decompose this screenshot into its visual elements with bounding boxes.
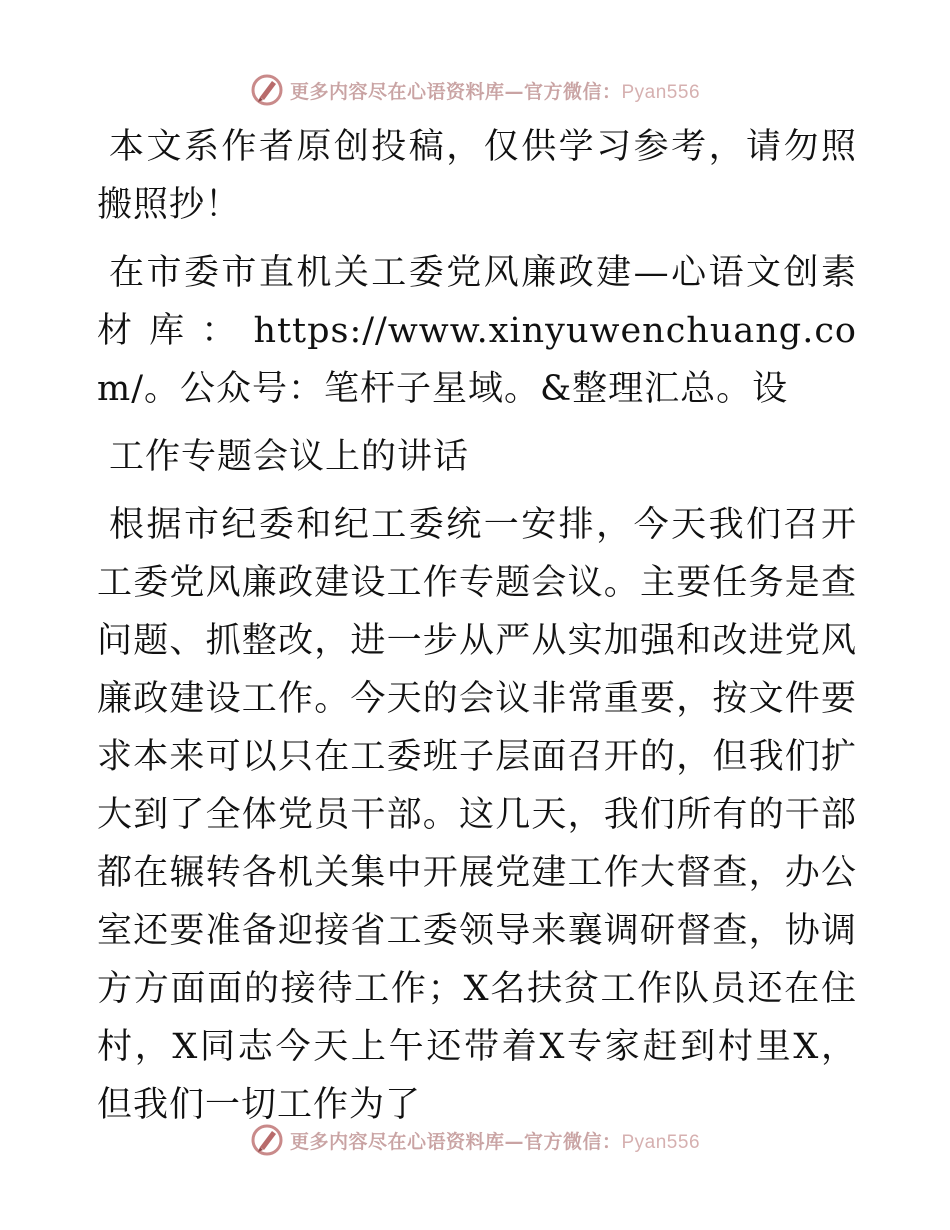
speech-title: 工作专题会议上的讲话: [109, 437, 470, 477]
watermark-account: Pyan556: [621, 1131, 701, 1153]
source-line: 在市委市直机关工委党风廉政建—心语文创素材库：https://www.xinyuwenchuang.com/。公众号：笔杆子星域。&整理汇总。设: [97, 253, 857, 409]
copyright-notice: 本文系作者原创投稿，仅供学习参考，请勿照搬照抄！: [97, 127, 857, 225]
document-body: [97, 118, 857, 1134]
speech-body-paragraph: 根据市纪委和纪工委统一安排，今天我们召开工委党风廉政建设工作专题会议。主要任务是查问题、抓整改，进一步从严从实加强和改进党风廉政建设工作。今天的会议非常重要，按文件要求本来可以只在工委班子层面召开的，但我们扩大到了全体党员干部。这几天，我们所有的干部都在辗转各机关集中开展党建工作大督查，办公室还要准备迎接省工委领导来襄调研督查，协调方方面面的接待工作；X名扶贫工作队员还在住村，X同志今天上午还带着X专家赶到村里X，但我们一切工作为了: [97, 505, 857, 1125]
watermark-text: 更多内容尽在心语资料库—官方微信：Pyan556: [289, 1130, 701, 1153]
pen-seal-logo-icon: [250, 73, 284, 107]
footer-watermark: [0, 1120, 950, 1160]
pen-seal-logo-icon: [250, 1123, 284, 1157]
watermark-text: 更多内容尽在心语资料库—官方微信：Pyan556: [289, 80, 701, 103]
header-watermark: [0, 70, 950, 110]
watermark-account: Pyan556: [621, 81, 701, 103]
